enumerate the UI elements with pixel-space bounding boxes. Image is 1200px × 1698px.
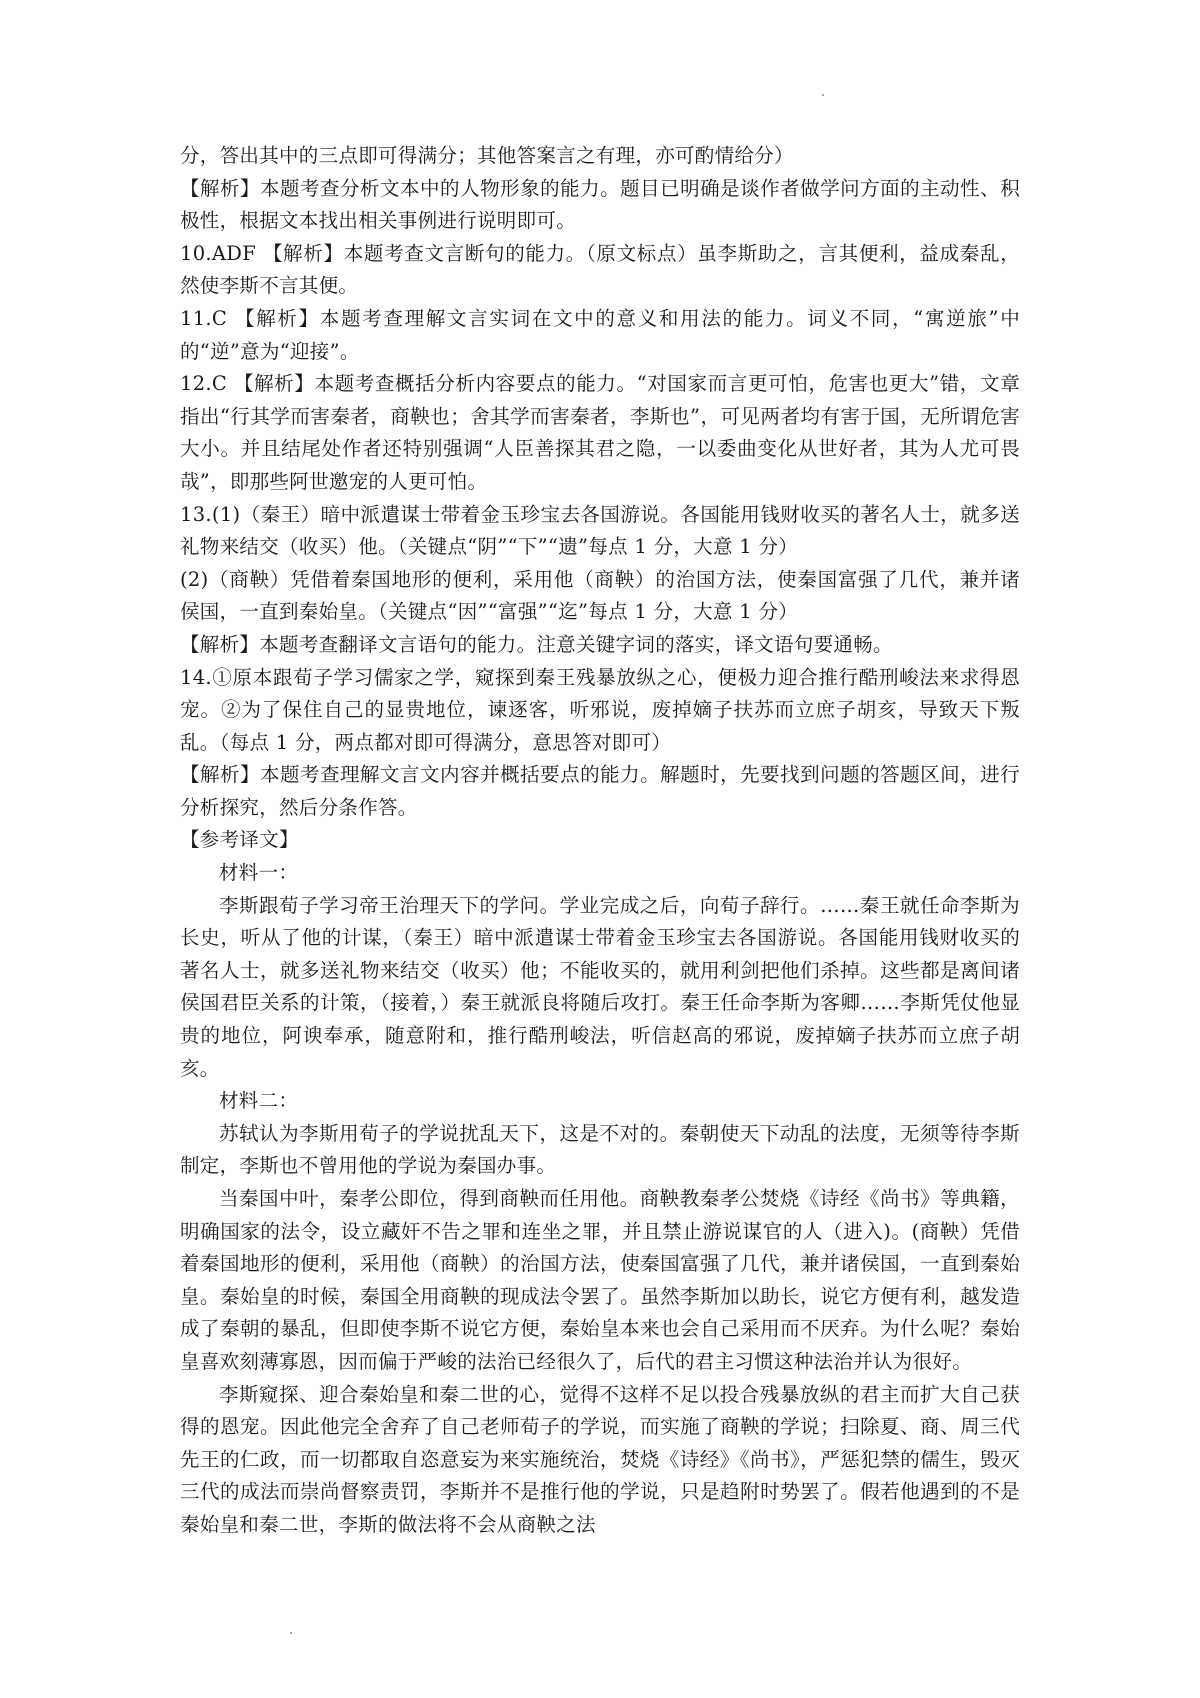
material-1-label: 材料一： (219, 861, 299, 885)
paragraph-answer-11: 11.C 【解析】本题考查理解文言实词在文中的意义和用法的能力。词义不同，“寓逆旅”中的“逆”意为“迎接”。 (180, 306, 1020, 363)
paragraph-answer-13-1: 13.(1)（秦王）暗中派遣谋士带着金玉珍宝去各国游说。各国能用钱财收买的著名人士，就多送礼物来结交（收买）他。（关键点“阴”“下”“遗”每点 1 分，大意 1 分） (180, 502, 1020, 559)
reference-translation-heading: 【参考译文】 (180, 828, 299, 852)
scan-speck (822, 94, 824, 96)
material-1-text: 李斯跟荀子学习帝王治理天下的学问。学业完成之后，向荀子辞行。……秦王就任命李斯为长史，听从了他的计谋，（秦王）暗中派遣谋士带着金玉珍宝去各国游说。各国能用钱财收买的著名人士，就多送礼物来结交（收买）他；不能收买的，就用利剑把他们杀掉。这些都是离间诸侯国君臣关系的计策，（接着，）秦王就派良将随后攻打。秦王任命李斯为客卿……李斯凭仗他显贵的地位，阿谀奉承，随意附和，推行酷刑峻法，听信赵高的邪说，废掉嫡子扶苏而立庶子胡亥。 (180, 893, 1020, 1080)
material-2-label: 材料二： (219, 1089, 299, 1113)
paragraph-scoring-note: 分，答出其中的三点即可得满分；其他答案言之有理，亦可酌情给分） (180, 144, 794, 167)
material-2-paragraph: 李斯窥探、迎合秦始皇和秦二世的心，觉得不这样不足以投合残暴放纵的君主而扩大自己获得的恩宠。因此他完全舍弃了自己老师荀子的学说，而实施了商鞅的学说；扫除夏、商、周三代先王的仁政，而一切都取自恣意妄为来实施统治，焚烧《诗经》《尚书》，严惩犯禁的儒生，毁灭三代的成法而崇尚督察责罚，李斯并不是推行他的学说，只是趋附时势罢了。假若他遇到的不是秦始皇和秦二世，李斯的做法将不会从商鞅之法 (180, 1382, 1020, 1536)
paragraph-analysis-9: 【解析】本题考查分析文本中的人物形象的能力。题目已明确是谈作者做学问方面的主动性、积极性，根据文本找出相关事例进行说明即可。 (180, 176, 1020, 233)
material-2-paragraph: 苏轼认为李斯用荀子的学说扰乱天下，这是不对的。秦朝使天下动乱的法度，无须等待李斯制定，李斯也不曾用他的学说为秦国办事。 (180, 1121, 1020, 1178)
material-2-paragraph: 当秦国中叶，秦孝公即位，得到商鞅而任用他。商鞅教秦孝公焚烧《诗经《尚书》等典籍，明确国家的法令，设立藏奸不告之罪和连坐之罪，并且禁止游说谋官的人（进入)。(商鞅）凭借着秦国地形的便利，采用他（商鞅）的治国方法，使秦国富强了几代，兼并诸侯国，一直到秦始皇。秦始皇的时候，秦国全用商鞅的现成法令罢了。虽然李斯加以助长，说它方便有利，越发造成了秦朝的暴乱，但即使李斯不说它方便，秦始皇本来也会自己采用而不厌弃。为什么呢？秦始皇喜欢刻薄寡恩，因而偏于严峻的法治已经很久了，后代的君主习惯这种法治并认为很好。 (180, 1187, 1020, 1373)
paragraph-answer-14: 14.①原本跟荀子学习儒家之学，窥探到秦王残暴放纵之心，便极力迎合推行酷刑峻法来求得恩宠。②为了保住自己的显贵地位，谏逐客，听邪说，废掉嫡子扶苏而立庶子胡亥，导致天下叛乱。（每点 1 分，两点都对即可得满分，意思答对即可） (180, 665, 1020, 754)
paragraph-analysis-14: 【解析】本题考查理解文言文内容并概括要点的能力。解题时，先要找到问题的答题区间，进行分析探究，然后分条作答。 (180, 763, 1020, 819)
scan-speck (290, 1632, 292, 1634)
paragraph-analysis-13: 【解析】本题考查翻译文言语句的能力。注意关键字词的落实，译文语句要通畅。 (180, 632, 893, 656)
paragraph-answer-10: 10.ADF 【解析】本题考查文言断句的能力。（原文标点）虽李斯助之，言其便利，益成秦乱，然使李斯不言其便。 (180, 241, 1020, 298)
answer-key-page (180, 140, 1020, 1542)
paragraph-answer-12: 12.C 【解析】本题考查概括分析内容要点的能力。“对国家而言更可怕，危害也更大”错，文章指出“行其学而害秦者，商鞅也；舍其学而害秦者，李斯也”，可见两者均有害于国，无所谓危害大小。并且结尾处作者还特别强调“人臣善探其君之隐，一以委曲变化从世好者，其为人尤可畏哉”，即那些阿世邀宠的人更可怕。 (180, 372, 1020, 493)
paragraph-answer-13-2: (2)（商鞅）凭借着秦国地形的便利，采用他（商鞅）的治国方法，使秦国富强了几代，兼并诸侯国，一直到秦始皇。（关键点“因”“富强”“迄”每点 1 分，大意 1 分） (180, 567, 1020, 624)
